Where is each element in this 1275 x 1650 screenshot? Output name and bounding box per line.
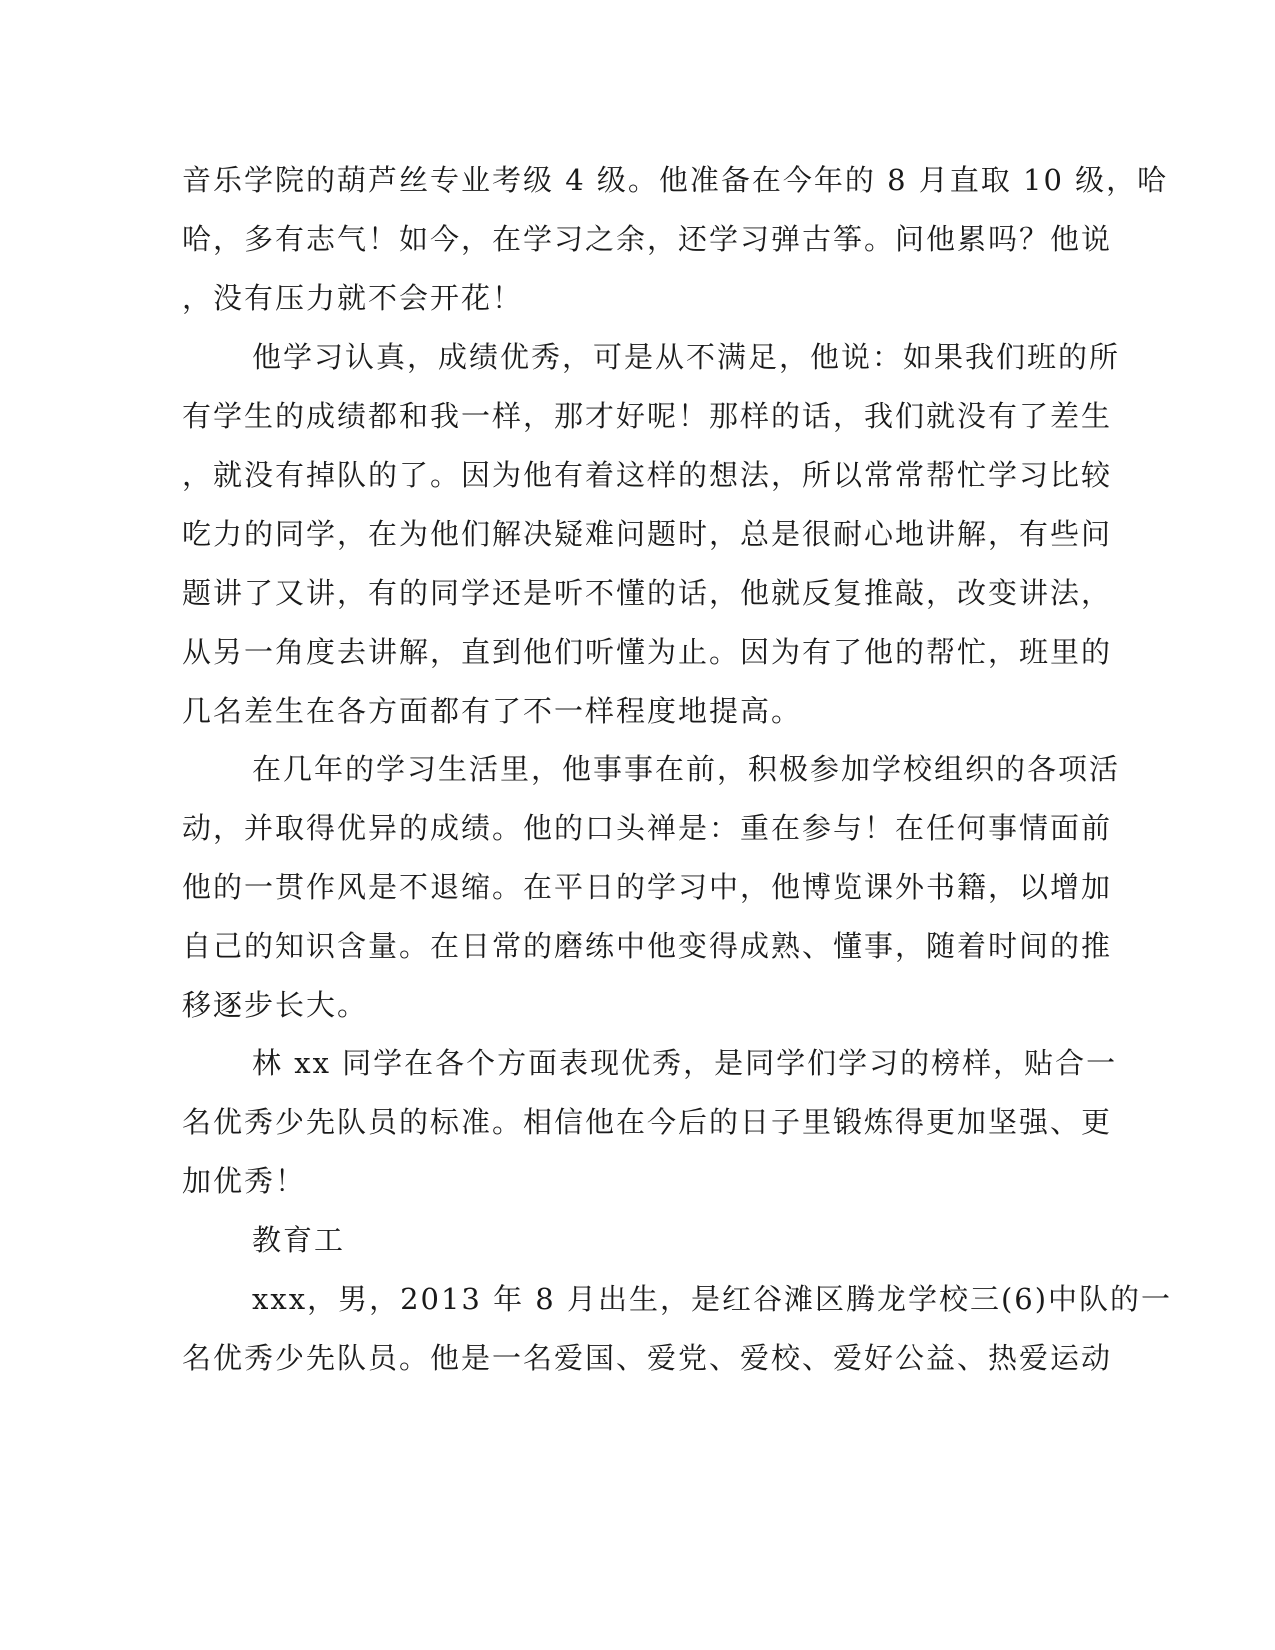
paragraph-first-line: 在几年的学习生活里，他事事在前，积极参加学校组织的各项活	[252, 752, 1121, 786]
text-line: 哈，多有志气！如今，在学习之余，还学习弹古筝。问他累吗？他说	[182, 222, 1113, 256]
text-line: 名优秀少先队员的标准。相信他在今后的日子里锻炼得更加坚强、更	[182, 1105, 1113, 1139]
text-line: 动，并取得优异的成绩。他的口头禅是：重在参与！在任何事情面前	[182, 811, 1113, 845]
text-line: 吃力的同学，在为他们解决疑难问题时，总是很耐心地讲解，有些问	[182, 517, 1113, 551]
text-line: 加优秀！	[182, 1164, 307, 1198]
text-line: 有学生的成绩都和我一样，那才好呢！那样的话，我们就没有了差生	[182, 399, 1113, 433]
paragraph-first-line: 他学习认真，成绩优秀，可是从不满足，他说：如果我们班的所	[252, 340, 1121, 374]
text-line: ，就没有掉队的了。因为他有着这样的想法，所以常常帮忙学习比较	[182, 458, 1113, 492]
text-line: 移逐步长大。	[182, 988, 369, 1022]
paragraph-first-line: 林 xx 同学在各个方面表现优秀，是同学们学习的榜样，贴合一	[252, 1046, 1118, 1080]
text-line: 从另一角度去讲解，直到他们听懂为止。因为有了他的帮忙，班里的	[182, 635, 1113, 669]
text-line: 音乐学院的葫芦丝专业考级 4 级。他准备在今年的 8 月直取 10 级，哈	[182, 163, 1169, 197]
text-line: 自己的知识含量。在日常的磨练中他变得成熟、懂事，随着时间的推	[182, 929, 1113, 963]
text-line: 几名差生在各方面都有了不一样程度地提高。	[182, 694, 803, 728]
text-line: 他的一贯作风是不退缩。在平日的学习中，他博览课外书籍，以增加	[182, 870, 1113, 904]
text-line: 题讲了又讲，有的同学还是听不懂的话，他就反复推敲，改变讲法，	[182, 576, 1113, 610]
section-heading: 教育工	[252, 1223, 346, 1257]
text-line: 名优秀少先队员。他是一名爱国、爱党、爱校、爱好公益、热爱运动	[182, 1341, 1113, 1375]
text-line: ，没有压力就不会开花！	[182, 281, 524, 315]
paragraph-first-line: xxx，男，2013 年 8 月出生，是红谷滩区腾龙学校三(6)中队的一	[252, 1282, 1173, 1316]
